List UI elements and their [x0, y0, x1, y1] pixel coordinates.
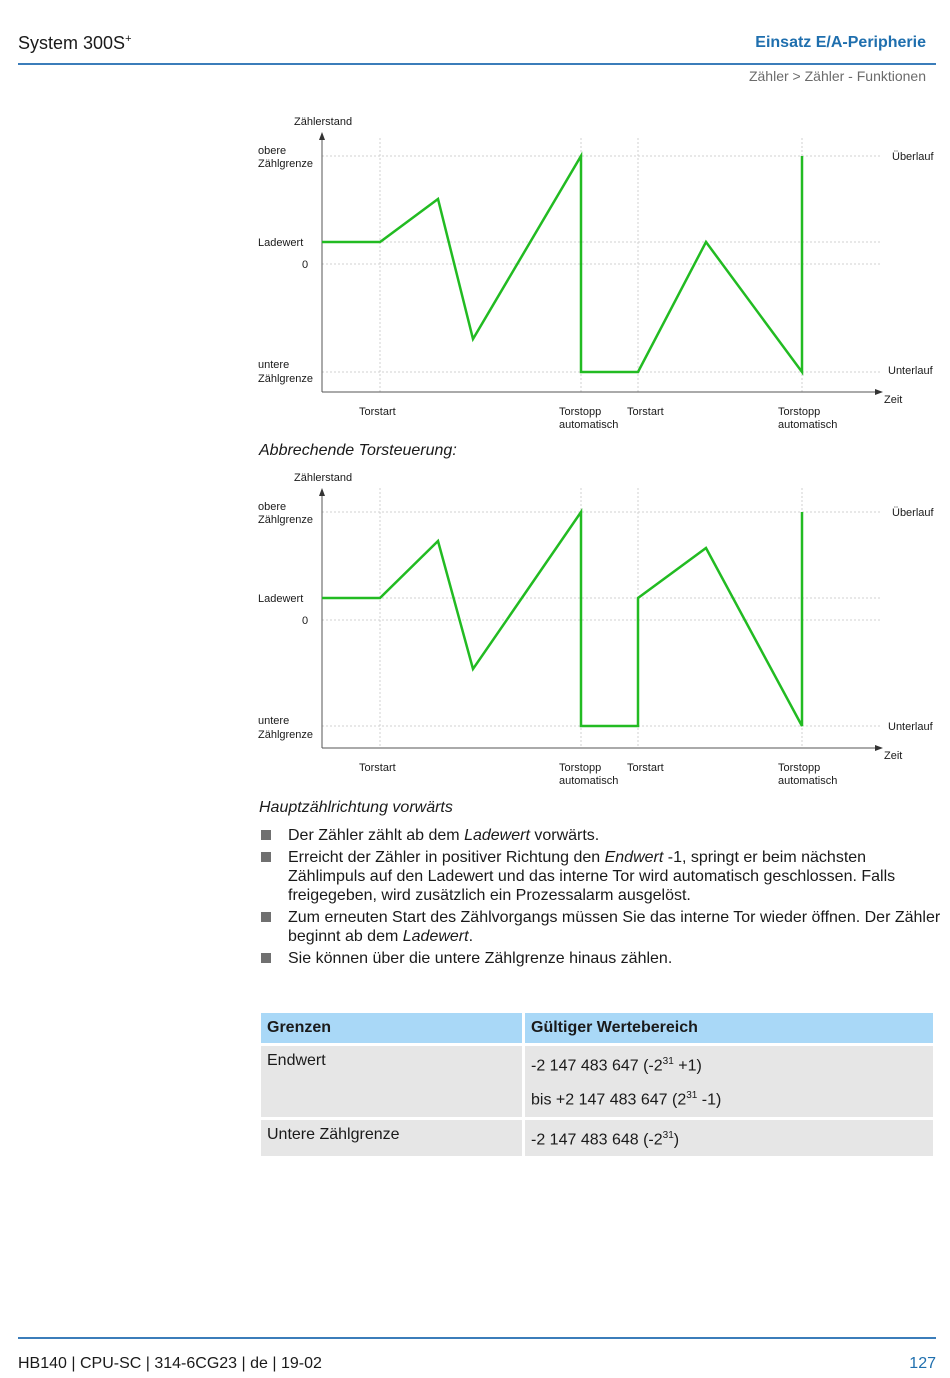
- caption-abort-gate: Abbrechende Torsteuerung:: [259, 442, 457, 459]
- table-row: [261, 1120, 933, 1156]
- lower-limit-label: Zählgrenze: [258, 373, 314, 385]
- bullet-square-icon: [261, 852, 271, 862]
- load-value-label: Ladewert: [258, 237, 304, 249]
- gate-stop-label: Torstopp: [778, 762, 821, 774]
- counter-diagram-2-svg: [255, 466, 945, 796]
- underflow-label: Unterlauf: [888, 721, 933, 733]
- upper-limit-label: obere: [258, 145, 287, 157]
- upper-limit-label: obere: [258, 501, 287, 513]
- gate-stop-auto-label: automatisch: [778, 775, 838, 787]
- bullet-square-icon: [261, 953, 271, 963]
- list-item: Sie können über die untere Zählgrenze hinaus zählen.: [258, 949, 943, 968]
- zero-label: 0: [302, 615, 309, 627]
- caption-count-direction: Hauptzählrichtung vorwärts: [259, 799, 453, 816]
- value-range-line: -2 147 483 648 $(-2^{31})$: [531, 1129, 680, 1148]
- gate-start-label: Torstart: [627, 762, 664, 774]
- gate-stop-label: Torstopp: [559, 762, 602, 774]
- document-title: System 300S+: [18, 33, 132, 53]
- gate-stop-auto-label: automatisch: [778, 419, 838, 431]
- document-id: HB140 | CPU-SC | 314-6CG23 | de | 19-02: [18, 1355, 322, 1372]
- upper-limit-label: Zählgrenze: [258, 514, 314, 526]
- zero-label: 0: [302, 259, 309, 271]
- list-item: Der Zähler zählt ab dem Ladewert vorwärts.: [258, 826, 943, 845]
- lower-limit-label: Zählgrenze: [258, 729, 314, 741]
- counter-diagram-1: [255, 110, 945, 440]
- upper-limit-label: Zählgrenze: [258, 158, 314, 170]
- header-divider: [18, 63, 936, 65]
- y-axis-label: Zählerstand: [294, 472, 353, 484]
- table-header-cell: Grenzen: [261, 1013, 522, 1043]
- lower-limit-label: untere: [258, 359, 290, 371]
- time-axis-label: Zeit: [884, 394, 903, 406]
- counter-diagram-2: [255, 466, 945, 796]
- bullet-square-icon: [261, 912, 271, 922]
- gate-stop-label: Torstopp: [778, 406, 821, 418]
- table-row: [261, 1046, 933, 1117]
- limits-table: [258, 1010, 936, 1159]
- time-axis-label: Zeit: [884, 750, 903, 762]
- table-header-row: [261, 1013, 933, 1043]
- overflow-label: Überlauf: [892, 507, 934, 519]
- gate-start-label: Torstart: [627, 406, 664, 418]
- value-range-line: bis +2 147 483 647 ($2^{31}$ -1): [531, 1090, 722, 1109]
- table-cell: Endwert: [261, 1046, 522, 1117]
- value-range-line: -2 147 483 647 $(-2^{31} +1)$: [531, 1056, 702, 1075]
- list-item: Zum erneuten Start des Zählvorgangs müssen Sie das interne Tor wieder öffnen. Der Zähler beginnt ab dem Ladewert.: [258, 908, 943, 946]
- bullet-square-icon: [261, 830, 271, 840]
- bullet-list: [258, 826, 943, 971]
- gate-stop-auto-label: automatisch: [559, 419, 619, 431]
- gate-stop-label: Torstopp: [559, 406, 602, 418]
- overflow-label: Überlauf: [892, 151, 934, 163]
- footer-divider: [18, 1337, 936, 1339]
- y-axis-label: Zählerstand: [294, 116, 353, 128]
- table-cell: [525, 1120, 933, 1156]
- underflow-label: Unterlauf: [888, 365, 933, 377]
- section-title: Einsatz E/A-Peripherie: [755, 34, 926, 51]
- gate-stop-auto-label: automatisch: [559, 775, 619, 787]
- gate-start-label: Torstart: [359, 762, 396, 774]
- breadcrumb: Zähler > Zähler - Funktionen: [748, 68, 926, 84]
- counter-signal-line: [322, 512, 802, 726]
- page-number: 127: [909, 1355, 936, 1372]
- list-item: Erreicht der Zähler in positiver Richtung den Endwert -1, springt er beim nächsten Zählimpuls auf den Ladewert und das interne Tor wird automatisch geschlossen. Falls freigegeben, wird zusätzlich ein Prozessalarm ausgelöst.: [258, 848, 943, 905]
- table-cell: Untere Zählgrenze: [261, 1120, 522, 1156]
- gate-start-label: Torstart: [359, 406, 396, 418]
- load-value-label: Ladewert: [258, 593, 304, 605]
- lower-limit-label: untere: [258, 715, 290, 727]
- table-header-cell: Gültiger Wertebereich: [525, 1013, 933, 1043]
- table-cell: [525, 1046, 933, 1117]
- counter-diagram-1-svg: [255, 110, 945, 440]
